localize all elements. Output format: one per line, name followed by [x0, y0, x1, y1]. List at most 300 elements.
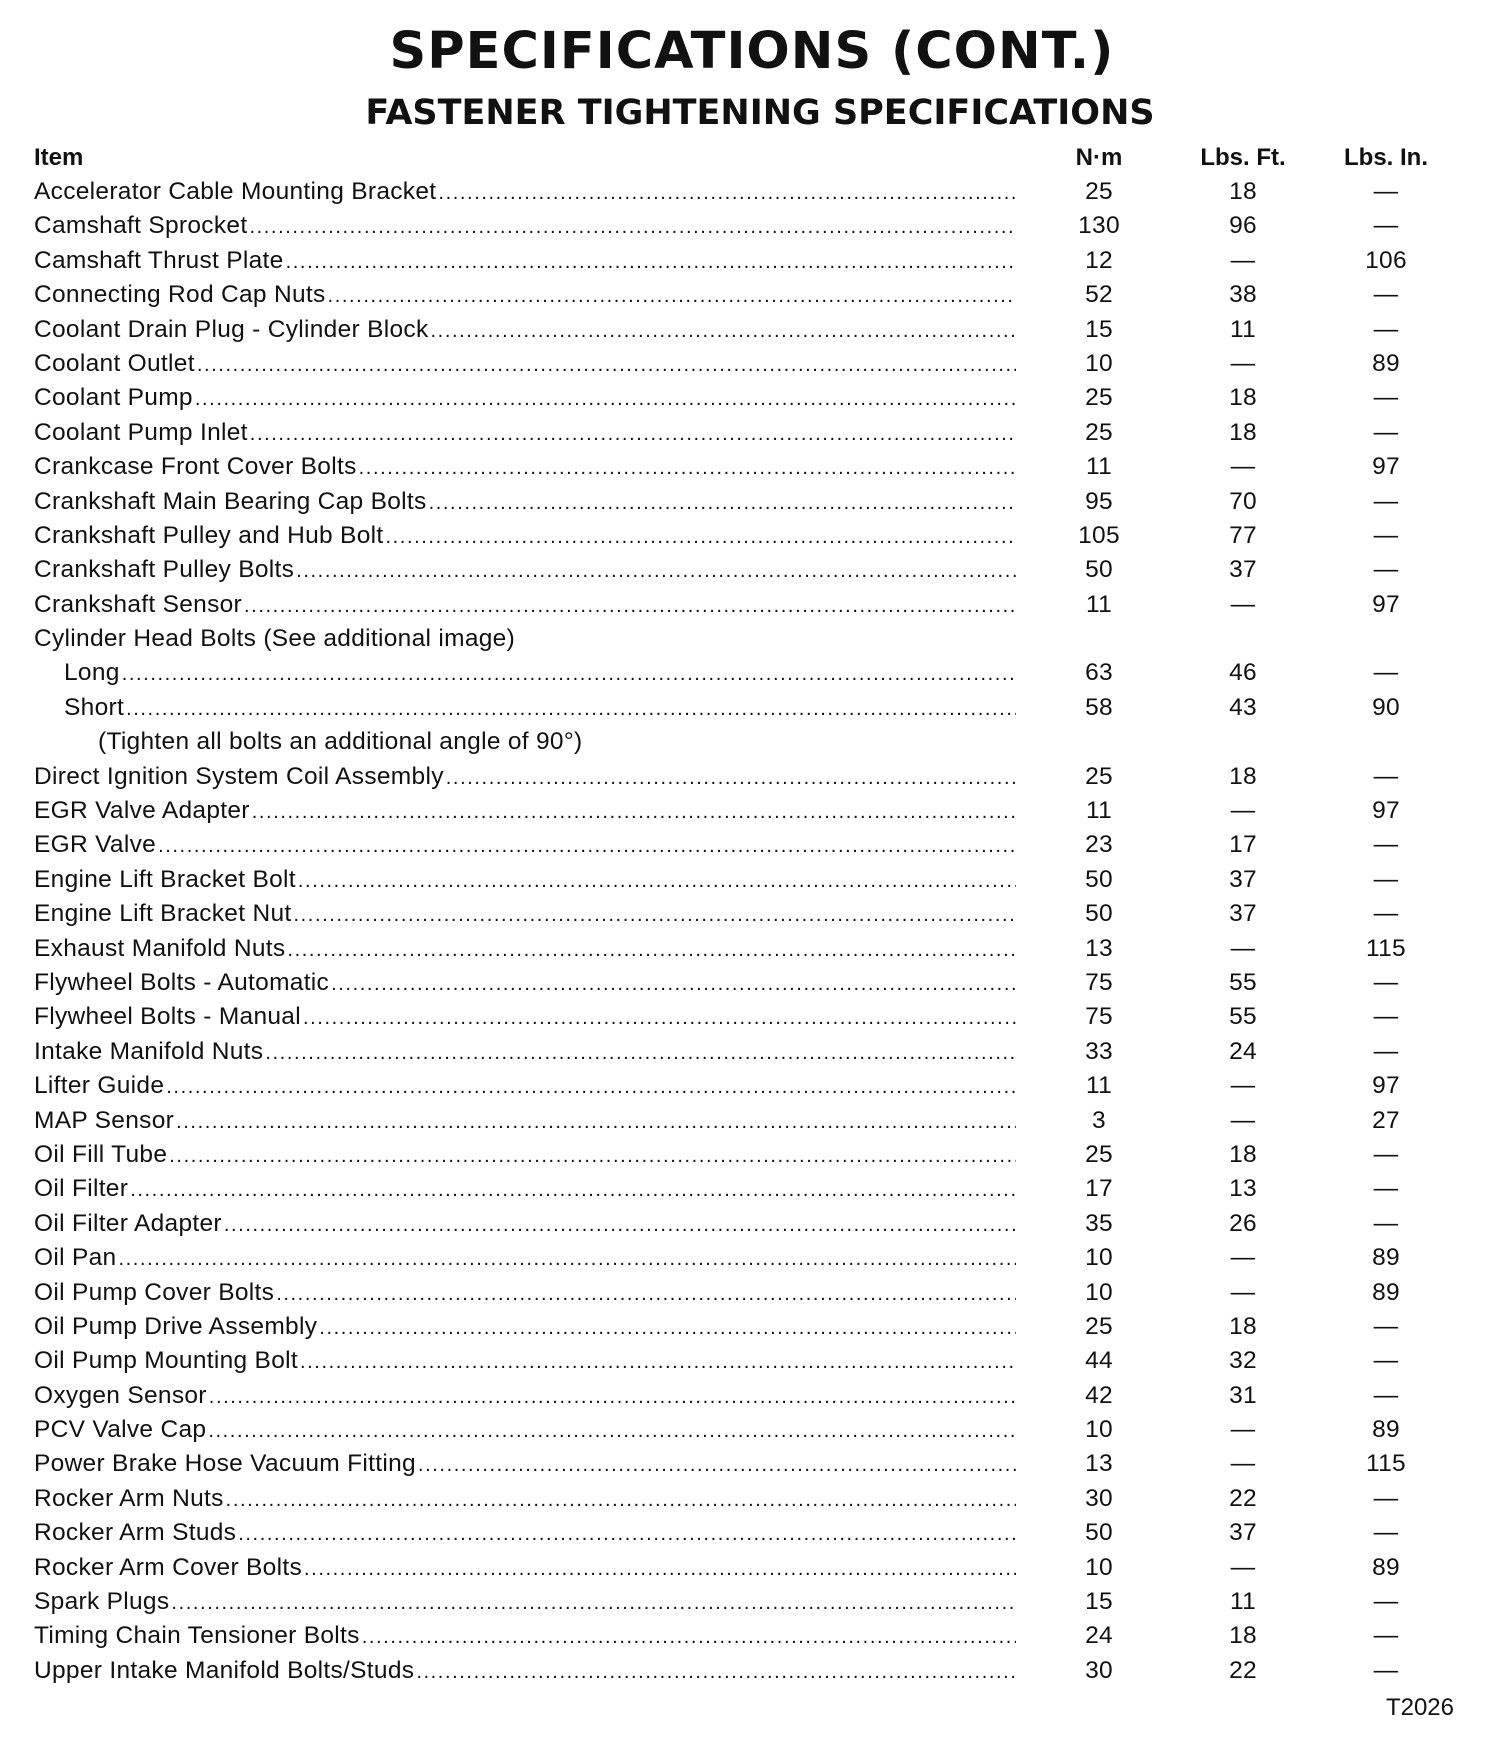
- table-row: [0, 864, 1504, 898]
- lbs-ft-value: 11: [1229, 1588, 1257, 1616]
- item-cell: [34, 522, 1016, 552]
- item-label: Direct Ignition System Coil Assembly: [34, 762, 444, 790]
- lbs-ft-value: 11: [1229, 315, 1257, 343]
- lbs-in-value: —: [1373, 487, 1399, 515]
- dot-leader: [249, 212, 1016, 242]
- lbs-in-value: 89: [1372, 1553, 1400, 1581]
- nm-value: 23: [1085, 831, 1113, 859]
- item-label: Rocker Arm Cover Bolts: [34, 1553, 303, 1581]
- lbs-in-value: —: [1373, 1347, 1399, 1375]
- nm-value: 75: [1085, 968, 1113, 996]
- item-cell: [34, 866, 1016, 896]
- item-cell: [34, 1244, 1016, 1274]
- dot-leader: [158, 831, 1016, 861]
- lbs-ft-value: 17: [1229, 831, 1257, 859]
- dot-leader: [319, 1313, 1016, 1343]
- nm-value: 15: [1085, 1588, 1113, 1616]
- item-cell: [34, 1588, 1016, 1618]
- lbs-ft-value: 37: [1229, 865, 1257, 893]
- lbs-ft-value: 18: [1229, 762, 1257, 790]
- nm-value: 30: [1085, 1484, 1113, 1512]
- item-label: Crankshaft Sensor: [34, 590, 243, 618]
- table-row: [0, 623, 1504, 657]
- lbs-in-value: 27: [1372, 1106, 1400, 1134]
- lbs-ft-value: 18: [1229, 418, 1257, 446]
- lbs-ft-value: 13: [1229, 1175, 1257, 1203]
- table-row: [0, 1036, 1504, 1070]
- table-row: [0, 1655, 1504, 1689]
- item-cell: [34, 453, 1016, 483]
- lbs-in-value: —: [1373, 1519, 1399, 1547]
- lbs-in-value: 106: [1365, 246, 1407, 274]
- table-header: [0, 144, 1504, 174]
- dot-leader: [385, 522, 1016, 552]
- item-cell: [34, 763, 1016, 793]
- table-row: [0, 1483, 1504, 1517]
- lbs-in-value: 89: [1372, 1416, 1400, 1444]
- item-label: Lifter Guide: [34, 1072, 165, 1100]
- lbs-in-value: —: [1373, 556, 1399, 584]
- dot-leader: [293, 900, 1016, 930]
- dot-leader: [244, 591, 1016, 621]
- item-label: Short: [64, 693, 125, 721]
- lbs-ft-value: 43: [1229, 693, 1257, 721]
- column-header-item: Item: [34, 144, 84, 171]
- dot-leader: [238, 1519, 1016, 1549]
- nm-value: 25: [1085, 1312, 1113, 1340]
- column-header-lbs-in: Lbs. In.: [1344, 144, 1428, 171]
- item-label: Oxygen Sensor: [34, 1381, 207, 1409]
- item-label: Power Brake Hose Vacuum Fitting: [34, 1450, 416, 1478]
- item-label: Crankshaft Main Bearing Cap Bolts: [34, 487, 427, 515]
- item-label: PCV Valve Cap: [34, 1416, 207, 1444]
- item-cell: [34, 556, 1016, 586]
- item-cell: [34, 1003, 1016, 1033]
- item-cell: [34, 1382, 1016, 1412]
- nm-value: 10: [1085, 1416, 1113, 1444]
- item-label: Engine Lift Bracket Nut: [34, 900, 292, 928]
- dot-leader: [276, 1279, 1016, 1309]
- item-label: Connecting Rod Cap Nuts: [34, 281, 326, 309]
- table-row: [0, 1448, 1504, 1482]
- nm-value: 44: [1085, 1347, 1113, 1375]
- page-title: SPECIFICATIONS (CONT.): [389, 22, 1115, 81]
- lbs-ft-value: 18: [1229, 178, 1257, 205]
- nm-value: 30: [1085, 1656, 1113, 1684]
- lbs-ft-value: 70: [1229, 487, 1257, 515]
- dot-leader: [298, 866, 1016, 896]
- item-label: Coolant Pump: [34, 384, 193, 412]
- dot-leader: [252, 797, 1016, 827]
- item-label: Oil Fill Tube: [34, 1140, 168, 1168]
- table-row: [0, 795, 1504, 829]
- table-row: [0, 245, 1504, 279]
- table-row: [0, 1105, 1504, 1139]
- dot-leader: [250, 419, 1016, 449]
- item-cell: [34, 178, 1016, 208]
- dot-leader: [359, 453, 1016, 483]
- dot-leader: [300, 1347, 1016, 1377]
- item-cell: [34, 625, 1016, 653]
- lbs-in-value: —: [1373, 865, 1399, 893]
- table-row: [0, 829, 1504, 863]
- lbs-in-value: 115: [1366, 934, 1406, 962]
- table-row: [0, 1173, 1504, 1207]
- item-cell: [34, 1210, 1016, 1240]
- nm-value: 75: [1085, 1003, 1113, 1031]
- item-label: Accelerator Cable Mounting Bracket: [34, 178, 437, 205]
- item-cell: [34, 831, 1016, 861]
- dot-leader: [446, 763, 1016, 793]
- dot-leader: [126, 694, 1016, 724]
- nm-value: 130: [1078, 212, 1120, 240]
- item-label: Crankshaft Pulley and Hub Bolt: [34, 521, 384, 549]
- dot-leader: [176, 1107, 1016, 1137]
- nm-value: 42: [1085, 1381, 1113, 1409]
- nm-value: 25: [1085, 178, 1113, 205]
- item-cell: [34, 1450, 1016, 1480]
- dot-leader: [296, 556, 1016, 586]
- nm-value: 11: [1085, 1072, 1113, 1100]
- lbs-ft-value: 38: [1229, 281, 1257, 309]
- column-header-lbs-ft: Lbs. Ft.: [1200, 144, 1286, 171]
- item-label: Oil Filter Adapter: [34, 1209, 222, 1237]
- item-cell: [34, 1313, 1016, 1343]
- dot-leader: [286, 247, 1016, 277]
- dot-leader: [197, 350, 1016, 380]
- lbs-ft-value: —: [1230, 349, 1256, 377]
- nm-value: 50: [1085, 865, 1113, 893]
- item-cell: [34, 1416, 1016, 1446]
- item-cell: [34, 1657, 1016, 1687]
- lbs-in-value: —: [1373, 212, 1399, 240]
- item-label: Oil Pan: [34, 1244, 117, 1272]
- item-cell: [34, 1175, 1016, 1205]
- dot-leader: [118, 1244, 1016, 1274]
- table-row: [0, 1242, 1504, 1276]
- item-cell: [64, 659, 1016, 689]
- nm-value: 15: [1085, 315, 1113, 343]
- lbs-ft-value: 37: [1229, 556, 1257, 584]
- lbs-in-value: —: [1373, 1588, 1399, 1616]
- lbs-ft-value: —: [1230, 797, 1256, 825]
- nm-value: 58: [1085, 693, 1113, 721]
- item-cell: [34, 1107, 1016, 1137]
- lbs-in-value: —: [1373, 968, 1399, 996]
- item-label: Oil Pump Drive Assembly: [34, 1312, 318, 1340]
- lbs-in-value: —: [1373, 521, 1399, 549]
- dot-leader: [166, 1072, 1016, 1102]
- dot-leader: [169, 1141, 1016, 1171]
- lbs-ft-value: 55: [1229, 1003, 1257, 1031]
- lbs-ft-value: 77: [1229, 521, 1257, 549]
- table-row: [0, 1414, 1504, 1448]
- table-row: [0, 314, 1504, 348]
- item-cell: [98, 728, 1016, 756]
- nm-value: 95: [1085, 487, 1113, 515]
- lbs-ft-value: —: [1230, 1416, 1256, 1444]
- lbs-in-value: 89: [1372, 1244, 1400, 1272]
- item-cell: [34, 935, 1016, 965]
- table-row: [0, 1311, 1504, 1345]
- lbs-ft-value: 37: [1229, 1519, 1257, 1547]
- dot-leader: [208, 1416, 1016, 1446]
- lbs-ft-value: —: [1230, 453, 1256, 481]
- table-row: [0, 417, 1504, 451]
- item-label: Flywheel Bolts - Automatic: [34, 968, 330, 996]
- item-cell: [34, 900, 1016, 930]
- table-row: [0, 589, 1504, 623]
- lbs-in-value: —: [1373, 1312, 1399, 1340]
- lbs-ft-value: —: [1230, 1278, 1256, 1306]
- lbs-in-value: —: [1373, 1003, 1399, 1031]
- lbs-in-value: —: [1373, 315, 1399, 343]
- section-title: FASTENER TIGHTENING SPECIFICATIONS: [365, 93, 1155, 133]
- table-row: [0, 176, 1504, 210]
- lbs-ft-value: 24: [1229, 1037, 1257, 1065]
- nm-value: 13: [1085, 1450, 1113, 1478]
- table-row: [0, 1552, 1504, 1586]
- dot-leader: [416, 1657, 1016, 1687]
- table-row: [0, 1277, 1504, 1311]
- table-row: [0, 1208, 1504, 1242]
- dot-leader: [331, 969, 1016, 999]
- table-row: [0, 726, 1504, 760]
- item-label: Crankcase Front Cover Bolts: [34, 453, 357, 481]
- nm-value: 63: [1085, 659, 1113, 687]
- lbs-ft-value: —: [1230, 1106, 1256, 1134]
- item-label: Oil Pump Mounting Bolt: [34, 1347, 298, 1375]
- item-cell: [34, 1038, 1016, 1068]
- lbs-ft-value: 96: [1229, 212, 1257, 240]
- table-row: [0, 1070, 1504, 1104]
- table-row: [0, 933, 1504, 967]
- dot-leader: [304, 1554, 1016, 1584]
- nm-value: 17: [1085, 1175, 1113, 1203]
- table-row: [0, 1345, 1504, 1379]
- item-label: (Tighten all bolts an additional angle of 90°): [98, 728, 583, 756]
- lbs-ft-value: 26: [1229, 1209, 1257, 1237]
- lbs-in-value: 97: [1372, 453, 1400, 481]
- lbs-in-value: 89: [1372, 349, 1400, 377]
- dot-leader: [130, 1175, 1016, 1205]
- item-label: MAP Sensor: [34, 1106, 175, 1134]
- lbs-in-value: —: [1373, 900, 1399, 928]
- lbs-ft-value: —: [1230, 1244, 1256, 1272]
- lbs-in-value: —: [1373, 384, 1399, 412]
- table-row: [0, 554, 1504, 588]
- table-row: [0, 210, 1504, 244]
- item-cell: [34, 1622, 1016, 1652]
- item-cell: [34, 488, 1016, 518]
- nm-value: 10: [1085, 1278, 1113, 1306]
- table-row: [0, 1139, 1504, 1173]
- lbs-in-value: 115: [1366, 1450, 1406, 1478]
- item-label: Spark Plugs: [34, 1588, 170, 1616]
- lbs-ft-value: 22: [1229, 1484, 1257, 1512]
- dot-leader: [224, 1210, 1016, 1240]
- lbs-in-value: —: [1373, 1484, 1399, 1512]
- dot-leader: [195, 384, 1016, 414]
- dot-leader: [287, 935, 1016, 965]
- table-row: [0, 967, 1504, 1001]
- nm-value: 105: [1078, 521, 1120, 549]
- item-label: EGR Valve Adapter: [34, 797, 250, 825]
- table-row: [0, 1001, 1504, 1035]
- dot-leader: [303, 1003, 1016, 1033]
- lbs-in-value: 90: [1372, 693, 1400, 721]
- lbs-in-value: —: [1373, 281, 1399, 309]
- item-cell: [34, 247, 1016, 277]
- lbs-in-value: 97: [1372, 590, 1400, 618]
- table-row: [0, 279, 1504, 313]
- item-cell: [34, 384, 1016, 414]
- item-cell: [34, 281, 1016, 311]
- lbs-ft-value: 37: [1229, 900, 1257, 928]
- dot-leader: [438, 178, 1016, 208]
- item-label: Coolant Pump Inlet: [34, 418, 248, 446]
- nm-value: 24: [1085, 1622, 1113, 1650]
- lbs-ft-value: —: [1230, 1072, 1256, 1100]
- item-label: Camshaft Sprocket: [34, 212, 248, 240]
- item-label: Camshaft Thrust Plate: [34, 246, 284, 274]
- nm-value: 10: [1085, 349, 1113, 377]
- item-cell: [34, 350, 1016, 380]
- item-label: EGR Valve: [34, 831, 157, 859]
- lbs-in-value: 89: [1372, 1278, 1400, 1306]
- lbs-in-value: —: [1373, 1037, 1399, 1065]
- item-label: Rocker Arm Nuts: [34, 1484, 224, 1512]
- lbs-in-value: —: [1373, 659, 1399, 687]
- nm-value: 25: [1085, 1140, 1113, 1168]
- lbs-in-value: 97: [1372, 797, 1400, 825]
- table-row: [0, 486, 1504, 520]
- nm-value: 11: [1085, 453, 1113, 481]
- lbs-in-value: —: [1373, 1381, 1399, 1409]
- nm-value: 33: [1085, 1037, 1113, 1065]
- item-label: Coolant Outlet: [34, 349, 195, 377]
- lbs-in-value: —: [1373, 762, 1399, 790]
- dot-leader: [122, 659, 1016, 689]
- item-label: Intake Manifold Nuts: [34, 1037, 264, 1065]
- nm-value: 3: [1092, 1106, 1106, 1134]
- item-label: Flywheel Bolts - Manual: [34, 1003, 301, 1031]
- lbs-ft-value: —: [1230, 934, 1256, 962]
- lbs-ft-value: 18: [1229, 1622, 1257, 1650]
- item-label: Exhaust Manifold Nuts: [34, 934, 286, 962]
- nm-value: 35: [1085, 1209, 1113, 1237]
- nm-value: 50: [1085, 900, 1113, 928]
- lbs-in-value: —: [1373, 1622, 1399, 1650]
- lbs-in-value: —: [1373, 178, 1399, 205]
- nm-value: 25: [1085, 762, 1113, 790]
- table-row: [0, 1517, 1504, 1551]
- item-label: Engine Lift Bracket Bolt: [34, 865, 296, 893]
- nm-value: 25: [1085, 384, 1113, 412]
- lbs-in-value: —: [1373, 1209, 1399, 1237]
- item-label: Coolant Drain Plug - Cylinder Block: [34, 315, 429, 343]
- lbs-ft-value: 46: [1229, 659, 1257, 687]
- spec-table-body: [0, 176, 1504, 1689]
- lbs-in-value: —: [1373, 1656, 1399, 1684]
- table-row: [0, 348, 1504, 382]
- table-row: [0, 1586, 1504, 1620]
- nm-value: 50: [1085, 556, 1113, 584]
- lbs-in-value: —: [1373, 1140, 1399, 1168]
- nm-value: 10: [1085, 1244, 1113, 1272]
- nm-value: 13: [1085, 934, 1113, 962]
- table-row: [0, 657, 1504, 691]
- table-row: [0, 1380, 1504, 1414]
- item-cell: [34, 1279, 1016, 1309]
- item-label: Timing Chain Tensioner Bolts: [34, 1622, 360, 1650]
- item-label: Oil Filter: [34, 1175, 129, 1203]
- item-cell: [34, 969, 1016, 999]
- item-label: Upper Intake Manifold Bolts/Studs: [34, 1656, 415, 1684]
- item-cell: [34, 212, 1016, 242]
- item-cell: [34, 1554, 1016, 1584]
- nm-value: 12: [1085, 246, 1113, 274]
- lbs-in-value: 97: [1372, 1072, 1400, 1100]
- lbs-in-value: —: [1373, 418, 1399, 446]
- item-cell: [34, 316, 1016, 346]
- item-cell: [34, 419, 1016, 449]
- lbs-ft-value: —: [1230, 246, 1256, 274]
- dot-leader: [362, 1622, 1016, 1652]
- document-code: T2026: [1385, 1694, 1454, 1721]
- nm-value: 11: [1085, 797, 1113, 825]
- item-cell: [34, 1519, 1016, 1549]
- lbs-ft-value: —: [1230, 1553, 1256, 1581]
- item-cell: [34, 1141, 1016, 1171]
- table-row: [0, 692, 1504, 726]
- dot-leader: [429, 488, 1016, 518]
- item-label: Oil Pump Cover Bolts: [34, 1278, 275, 1306]
- item-cell: [64, 694, 1016, 724]
- dot-leader: [328, 281, 1016, 311]
- lbs-ft-value: 18: [1229, 1140, 1257, 1168]
- table-row: [0, 1620, 1504, 1654]
- item-label: Crankshaft Pulley Bolts: [34, 556, 295, 584]
- dot-leader: [226, 1485, 1016, 1515]
- lbs-ft-value: —: [1230, 1450, 1256, 1478]
- item-label: Cylinder Head Bolts (See additional image): [34, 625, 516, 653]
- dot-leader: [171, 1588, 1016, 1618]
- item-cell: [34, 797, 1016, 827]
- nm-value: 25: [1085, 418, 1113, 446]
- dot-leader: [265, 1038, 1016, 1068]
- dot-leader: [431, 316, 1017, 346]
- lbs-ft-value: —: [1230, 590, 1256, 618]
- nm-value: 52: [1085, 281, 1113, 309]
- item-cell: [34, 591, 1016, 621]
- dot-leader: [209, 1382, 1016, 1412]
- nm-value: 10: [1085, 1553, 1113, 1581]
- lbs-ft-value: 55: [1229, 968, 1257, 996]
- lbs-ft-value: 22: [1229, 1656, 1257, 1684]
- item-cell: [34, 1347, 1016, 1377]
- dot-leader: [418, 1450, 1016, 1480]
- column-header-nm: N·m: [1075, 144, 1123, 171]
- lbs-ft-value: 31: [1229, 1381, 1257, 1409]
- item-cell: [34, 1072, 1016, 1102]
- item-cell: [34, 1485, 1016, 1515]
- lbs-ft-value: 32: [1229, 1347, 1257, 1375]
- item-label: Long: [64, 659, 120, 687]
- table-row: [0, 520, 1504, 554]
- lbs-in-value: —: [1373, 1175, 1399, 1203]
- table-row: [0, 898, 1504, 932]
